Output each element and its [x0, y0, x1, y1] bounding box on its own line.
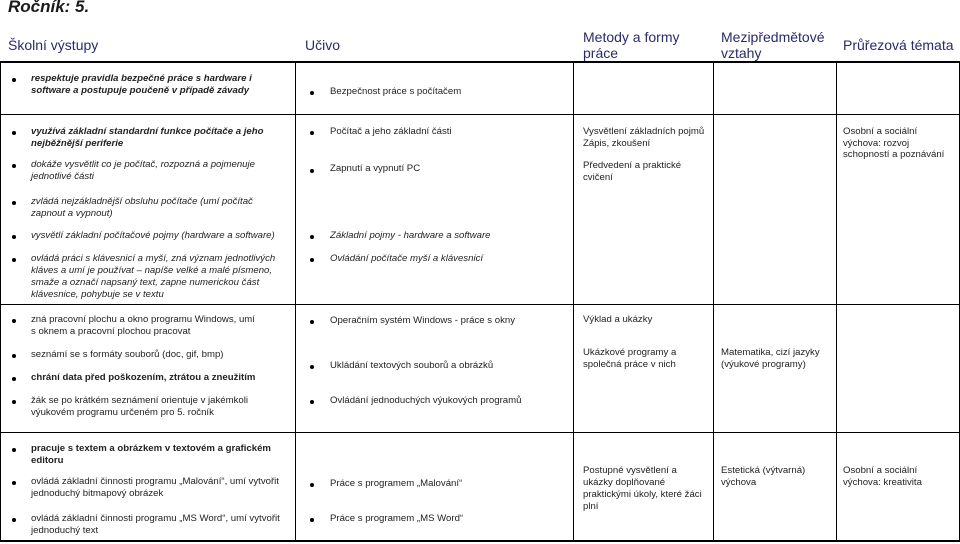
s1-vystup-line2: software a postupuje poučeně v případě závady — [31, 85, 250, 96]
s1-ucivo: Bezpečnost práce s počítačem — [330, 86, 462, 97]
bullet-icon — [12, 235, 16, 239]
s2-vystup5-line1: ovládá práci s klávesnicí a myší, zná význam jednotlivých — [31, 253, 276, 264]
s2-prurezova-line1: Osobní a sociální — [843, 126, 918, 137]
bullet-icon — [12, 354, 16, 358]
s3-vystup2: seznámí se s formáty souborů (doc, gif, bmp) — [31, 349, 224, 360]
page-title: Ročník: 5. — [8, 0, 90, 16]
header-prurezova-temata: Průřezová témata — [843, 37, 954, 53]
bullet-icon — [12, 377, 16, 381]
s2-vystup4: vysvětlí základní počítačové pojmy (hardware a software) — [31, 230, 275, 241]
s2-ucivo3: Základní pojmy - hardware a software — [330, 230, 491, 241]
s4-mezipredmetove-line2: výchova — [721, 477, 757, 488]
col-line-1 — [295, 61, 296, 541]
s2-prurezova-line2: výchova: rozvoj — [843, 138, 910, 149]
s3-metody2-line1: Ukázkové programy a — [583, 347, 677, 358]
s4-vystup1-line2: editoru — [31, 455, 64, 466]
header-metody-line1: Metody a formy — [583, 29, 680, 45]
s3-vystup1-line2: s oknem a pracovní plochou pracovat — [31, 326, 191, 337]
s1-vystup-line1: respektuje pravidla bezpečné práce s hardware i — [31, 73, 252, 84]
rule-section-2 — [0, 304, 960, 305]
s3-vystup4-line1: žák se po krátkém seznámení orientuje v jakémkoli — [31, 395, 249, 406]
s2-prurezova-line3: schopností a poznávání — [843, 149, 945, 160]
s4-vystup1-line1: pracuje s textem a obrázkem v textovém a grafickém — [31, 443, 271, 454]
bullet-icon — [12, 448, 16, 452]
s4-prurezova-line2: výchova: kreativita — [843, 477, 922, 488]
s2-metody2-line1: Předvedení a praktické — [583, 160, 682, 171]
col-line-3 — [713, 61, 714, 541]
s4-ucivo2: Práce s programem „MS Word“ — [330, 513, 464, 524]
s4-vystup2-line2: jednoduchý bitmapový obrázek — [31, 488, 164, 499]
bullet-icon — [12, 131, 16, 135]
s4-metody-line3: praktickými úkoly, které žáci — [583, 489, 702, 500]
s2-metody1-line1: Vysvětlení základních pojmů — [583, 126, 705, 137]
col-line-2 — [573, 61, 574, 541]
header-metody-line2: práce — [583, 45, 619, 61]
bullet-icon — [310, 483, 314, 487]
col-line-4 — [836, 61, 837, 541]
s2-ucivo2: Zapnutí a vypnutí PC — [330, 163, 421, 174]
header-ucivo: Učivo — [305, 37, 341, 53]
s3-metody1: Výklad a ukázky — [583, 314, 653, 325]
bullet-icon — [12, 201, 16, 205]
rule-section-3 — [0, 432, 960, 433]
bullet-icon — [310, 400, 314, 404]
s2-vystup5-line4: klávesnice, pohybuje se v textu — [31, 289, 164, 300]
s3-vystup3: chrání data před poškozením, ztrátou a zneužitím — [31, 372, 256, 383]
s2-vystup1-line1: využívá základní standardní funkce počítače a jeho — [31, 126, 264, 137]
s3-mezipredmetove-line1: Matematika, cizí jazyky — [721, 347, 820, 358]
s3-metody2-line2: společná práce v nich — [583, 359, 676, 370]
s4-ucivo1: Práce s programem „Malování“ — [330, 478, 463, 489]
bullet-icon — [310, 365, 314, 369]
s2-vystup2-line1: dokáže vysvětlit co je počítač, rozpozná a pojmenuje — [31, 159, 255, 170]
bullet-icon — [12, 400, 16, 404]
header-mezipredmetove-line1: Mezipředmětové — [721, 29, 825, 45]
s2-ucivo4: Ovládání počítače myší a klávesnicí — [330, 253, 484, 264]
s4-mezipredmetove-line1: Estetická (výtvarná) — [721, 465, 806, 476]
bullet-icon — [12, 481, 16, 485]
header-mezipredmetove-line2: vztahy — [721, 45, 762, 61]
s3-vystup4-line2: výukovém programu určeném pro 5. ročník — [31, 407, 214, 418]
s2-ucivo1: Počítač a jeho základní části — [330, 126, 452, 137]
s2-metody1-line2: Zápis, zkoušení — [583, 138, 651, 149]
s2-vystup2-line2: jednotlivé části — [31, 171, 94, 182]
s4-metody-line2: ukázky doplňované — [583, 477, 666, 488]
bullet-icon — [310, 131, 314, 135]
s3-ucivo1: Operačním systém Windows - práce s okny — [330, 315, 516, 326]
rule-header — [0, 61, 960, 63]
bullet-icon — [310, 258, 314, 262]
rule-bottom — [0, 540, 960, 542]
s4-metody-line4: plní — [583, 501, 599, 512]
bullet-icon — [310, 169, 314, 173]
bullet-icon — [12, 164, 16, 168]
s4-prurezova-line1: Osobní a sociální — [843, 465, 918, 476]
s2-vystup3-line2: zapnout a vypnout) — [31, 208, 113, 219]
s3-ucivo3: Ovládání jednoduchých výukových programů — [330, 395, 522, 406]
s2-vystup5-line2: kláves a umí je používat – napíše velké a malé písmeno, — [31, 265, 273, 276]
s2-vystup5-line3: smaže a označí napsaný text, zapne numerickou část — [31, 277, 260, 288]
rule-section-1 — [0, 114, 960, 115]
bullet-icon — [12, 518, 16, 522]
s3-ucivo2: Ukládání textových souborů a obrázků — [330, 360, 494, 371]
s4-vystup2-line1: ovládá základní činnosti programu „Malování“, umí vytvořit — [31, 476, 279, 487]
col-line-0 — [0, 61, 1, 541]
bullet-icon — [12, 78, 16, 82]
s2-vystup3-line1: zvládá nejzákladnější obsluhu počítače (umí počítač — [31, 196, 253, 207]
s4-metody-line1: Postupné vysvětlení a — [583, 465, 677, 476]
s3-vystup1-line1: zná pracovní plochu a okno programu Windows, umí — [31, 314, 255, 325]
bullet-icon — [12, 258, 16, 262]
bullet-icon — [310, 320, 314, 324]
s4-vystup3-line1: ovládá základní činnosti programu „MS Word“, umí vytvořit — [31, 513, 280, 524]
s3-mezipredmetove-line2: (výukové programy) — [721, 359, 806, 370]
bullet-icon — [12, 319, 16, 323]
bullet-icon — [310, 91, 314, 95]
s4-vystup3-line2: jednoduchý text — [31, 525, 99, 536]
s2-metody2-line2: cvičení — [583, 172, 613, 183]
s2-vystup1-line2: nejběžnější periferie — [31, 138, 124, 149]
bullet-icon — [310, 518, 314, 522]
header-skolni-vystupy: Školní výstupy — [8, 37, 99, 53]
bullet-icon — [310, 235, 314, 239]
